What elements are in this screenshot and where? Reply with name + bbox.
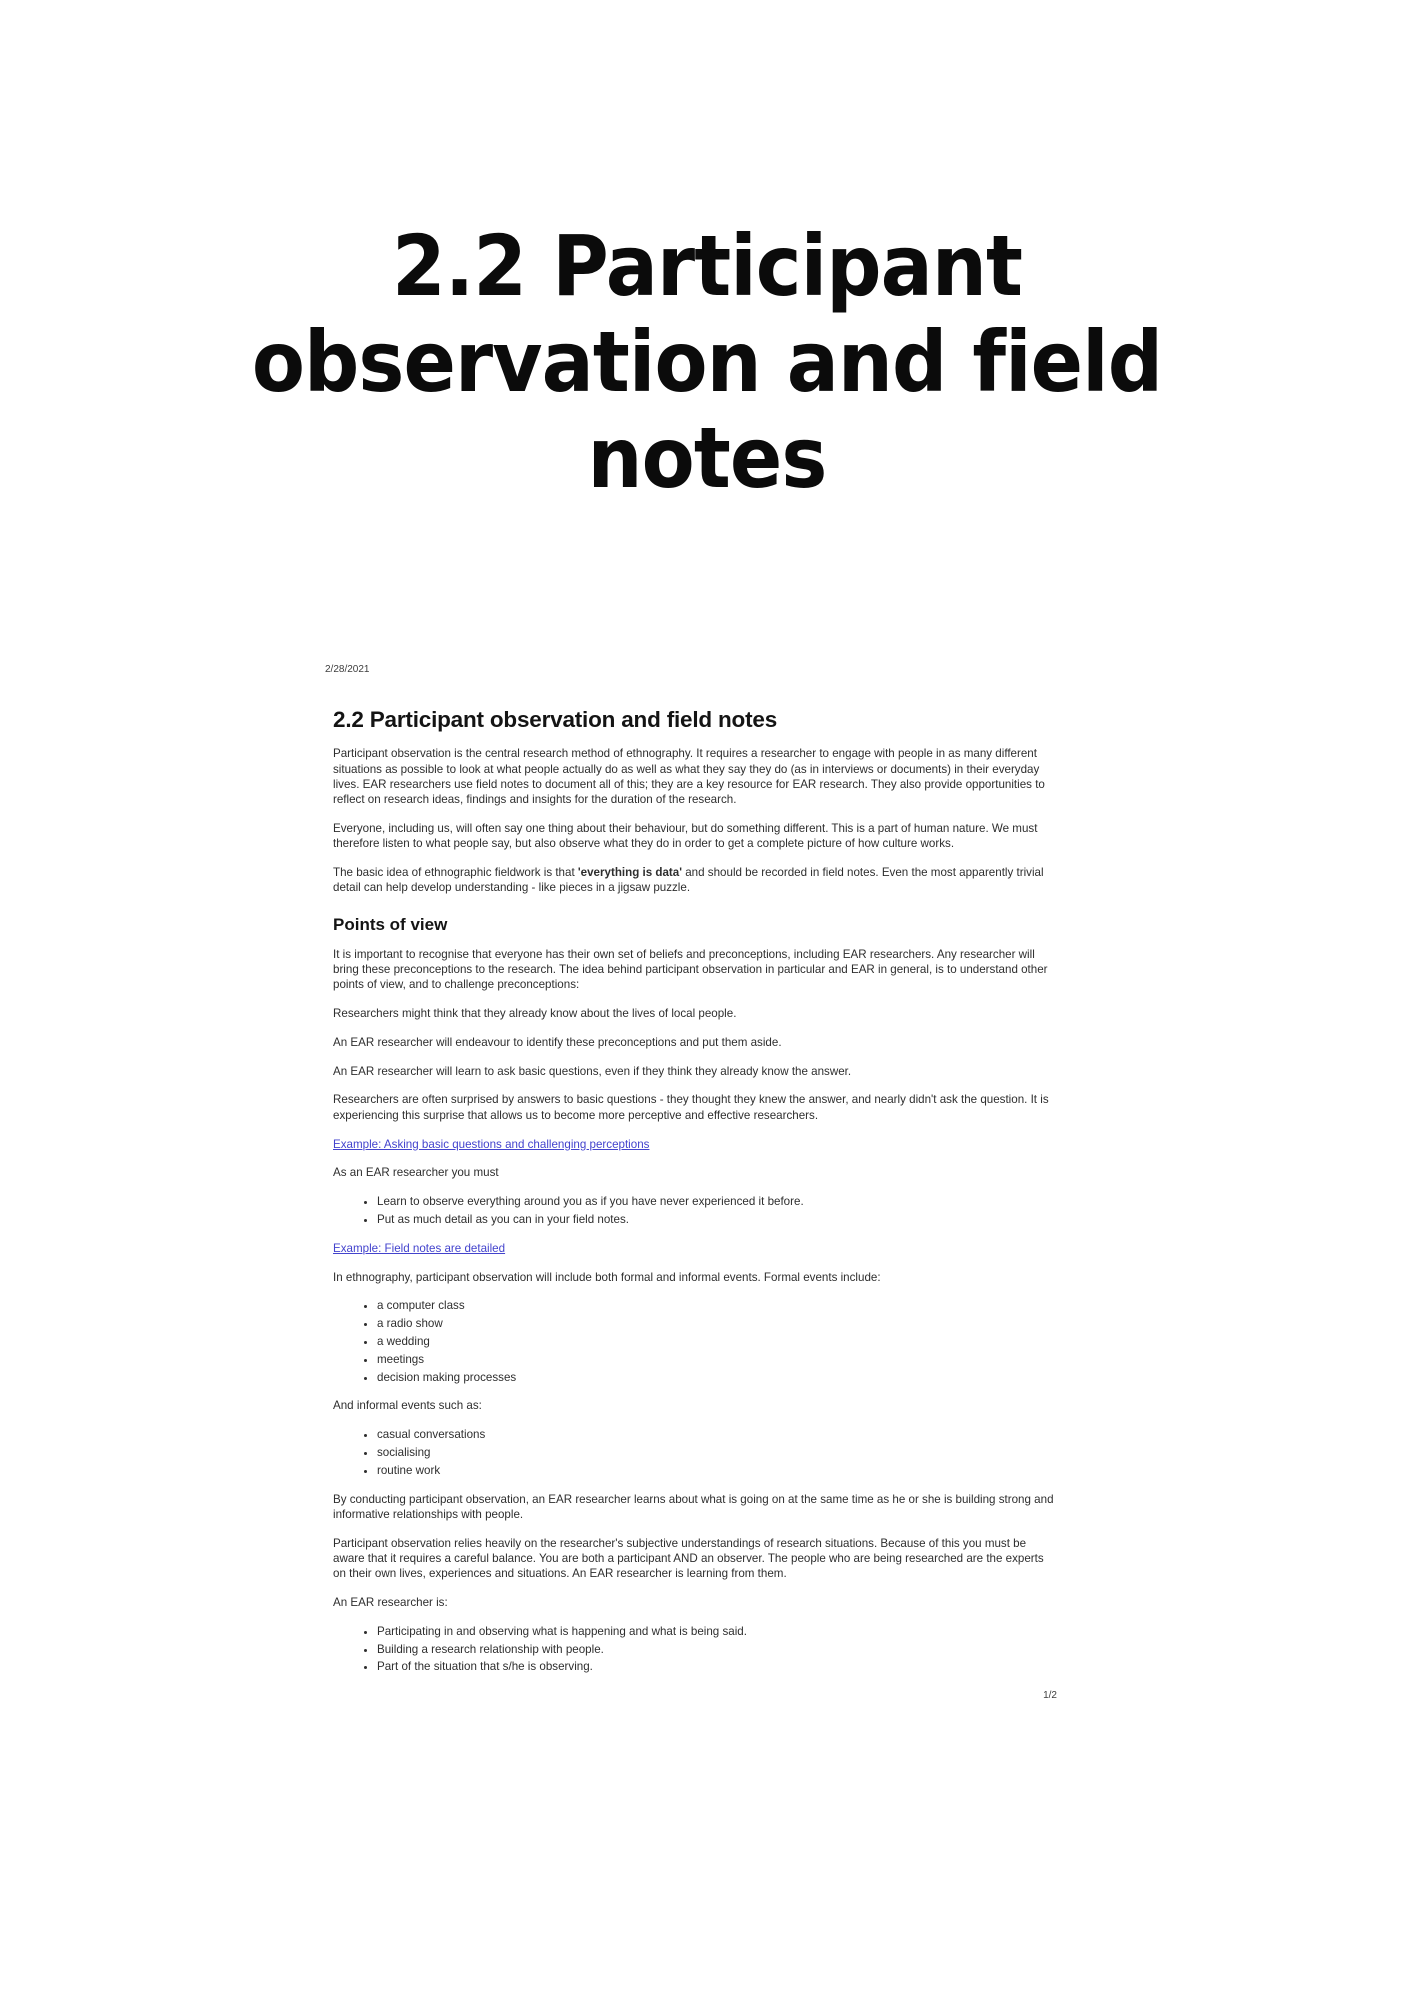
page-number: 1/2 [1043,1690,1057,1702]
paragraph-pov-4: An EAR researcher will learn to ask basic questions, even if they think they already know the answer. [333,1064,852,1078]
bullet-list-researcher-is [333,1624,1057,1675]
paragraph-intro-1: Participant observation is the central research method of ethnography. It requires a researcher to engage with people in as many different situations as possible to look at what people actually do as well as what they say they do (as in interviews or documents) in their everyday lives. EAR researchers use field notes to document all of this; they are a key resource for EAR research. They also provide opportunities to reflect on research ideas, findings and insights for the duration of the research. [333,747,1045,807]
page-title-line-2: observation and field [251,313,1163,411]
paragraph-pov-1: It is important to recognise that everyone has their own set of beliefs and preconceptions, including EAR researchers. Any researcher will bring these preconceptions to the research. The idea behind participant observation in particular and EAR in general, is to understand other points of view, and to challenge preconceptions: [333,947,1048,992]
list-item: • Put as much detail as you can in your field notes. [377,1212,1057,1227]
list-item: • casual conversations [377,1427,1057,1442]
document-heading: 2.2 Participant observation and field notes [333,707,778,733]
list-item: • a computer class [377,1298,1057,1313]
bullet-list-informal-events [333,1427,1057,1478]
paragraph-must-intro: As an EAR researcher you must [333,1166,499,1180]
page-title-line-3: notes [587,409,827,507]
example-link-asking-basic-questions[interactable]: Example: Asking basic questions and challenging perceptions [333,1137,650,1151]
paragraph-intro-3 [333,865,1057,896]
list-item: • meetings [377,1352,1057,1367]
embedded-document-page [325,662,1057,1703]
list-item: • Part of the situation that s/he is observing. [377,1659,1057,1674]
bullet-list-researcher-must [333,1194,1057,1227]
example-link-wrapper [333,1241,1057,1256]
paragraph-closing-2: Participant observation relies heavily on the researcher's subjective understandings of research situations. Because of this you must be aware that it requires a careful balance. You are both a participant AND an observer. The people who are being researched are the experts on their own lives, experiences and situations. An EAR researcher is learning from them. [333,1536,1044,1581]
list-item: • a radio show [377,1316,1057,1331]
paragraph-pov-5: Researchers are often surprised by answers to basic questions - they thought they knew the answer, and nearly didn't ask the question. It is experiencing this surprise that allows us to become more perceptive and effective researchers. [333,1093,1049,1122]
paragraph-informal-intro: And informal events such as: [333,1399,482,1413]
bullet-list-formal-events [333,1298,1057,1384]
paragraph-closing-1: By conducting participant observation, an EAR researcher learns about what is going on at the same time as he or she is building strong and informative relationships with people. [333,1492,1054,1521]
paragraph-intro-2: Everyone, including us, will often say one thing about their behaviour, but do something different. This is a part of human nature. We must therefore listen to what people say, but also observe what they do in order to get a complete picture of how culture works. [333,821,1038,851]
paragraph-pov-3: An EAR researcher will endeavour to identify these preconceptions and put them aside. [333,1035,782,1049]
section-heading-points-of-view: Points of view [333,914,448,934]
list-item: • socialising [377,1445,1057,1460]
list-item: • a wedding [377,1334,1057,1349]
list-item: • Building a research relationship with people. [377,1642,1057,1657]
text-run: and should be recorded in field notes. Even the most apparently trivial detail can help develop understanding - like pieces in a jigsaw puzzle. [333,866,1044,895]
example-link-wrapper [333,1137,1057,1152]
list-item: • decision making processes [377,1370,1057,1385]
paragraph-researcher-is-intro: An EAR researcher is: [333,1595,448,1609]
list-item: • Learn to observe everything around you as if you have never experienced it before. [377,1194,1057,1209]
print-date: 2/28/2021 [325,664,370,675]
paragraph-formal-intro: In ethnography, participant observation will include both formal and informal events. Formal events include: [333,1270,881,1284]
page-title-line-1: 2.2 Participant [392,217,1022,315]
text-run: The basic idea of ethnographic fieldwork is that [333,866,578,880]
list-item: • routine work [377,1463,1057,1478]
page-title [57,218,1358,506]
example-link-field-notes-detailed[interactable]: Example: Field notes are detailed [333,1241,506,1255]
paragraph-pov-2: Researchers might think that they already know about the lives of local people. [333,1007,737,1021]
bold-text-run: 'everything is data' [577,866,683,880]
list-item: • Participating in and observing what is happening and what is being said. [377,1624,1057,1639]
